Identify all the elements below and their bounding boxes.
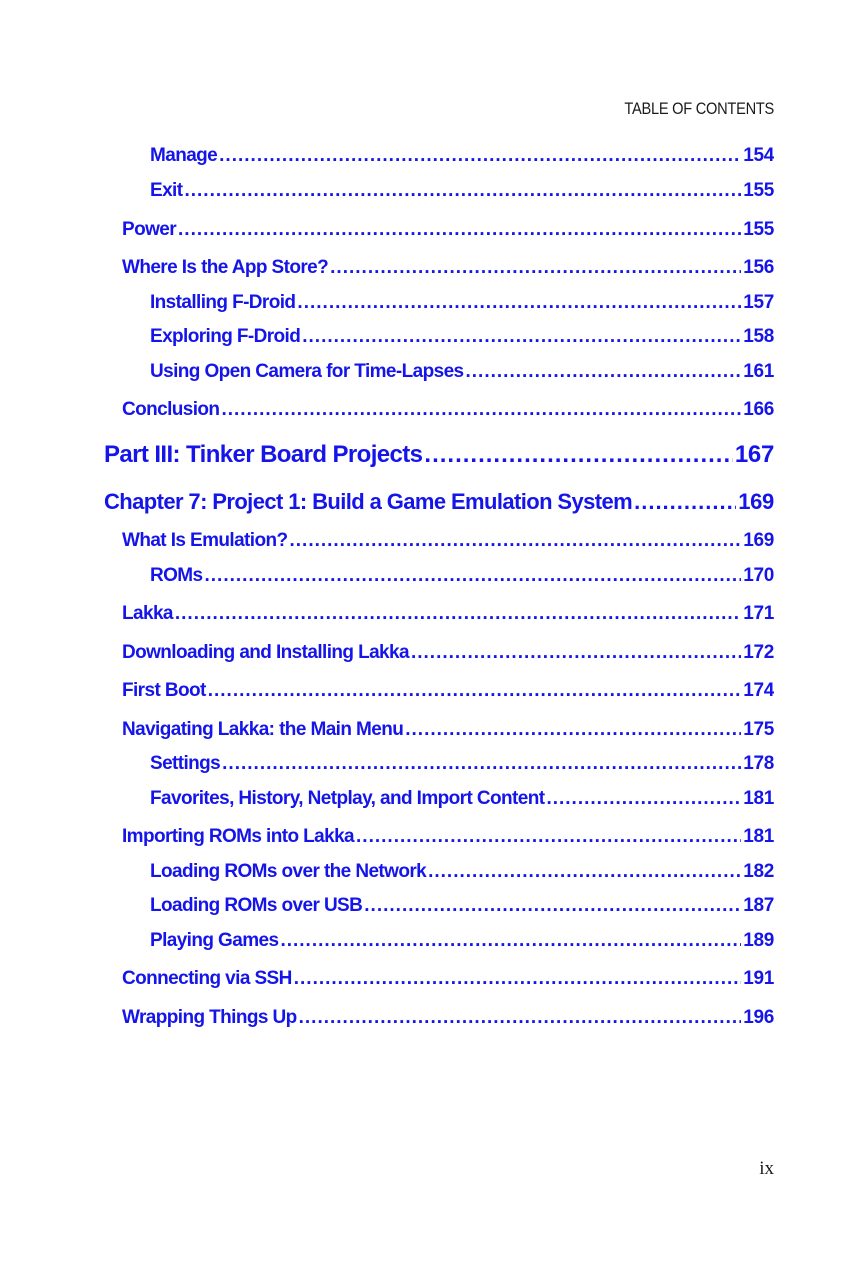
toc-entry-page: 172 [743,642,774,663]
toc-entry-page: 154 [743,145,774,166]
toc-entry-what-is-emulation[interactable] [122,530,774,552]
toc-entry-page: 170 [743,565,774,586]
toc-entry-title: Using Open Camera for Time-Lapses [150,361,464,382]
toc-entry-playing-games[interactable] [150,930,774,952]
dot-leader [289,530,741,552]
toc-entry-open-camera[interactable] [150,361,774,383]
dot-leader [222,753,741,775]
toc-entry-title: Lakka [122,603,173,624]
toc-entry-title: Settings [150,753,221,774]
toc-entry-title: Exploring F-Droid [150,326,301,347]
toc-entry-page: 181 [743,788,774,809]
dot-leader [175,603,741,625]
toc-entry-title: ROMs [150,565,203,586]
toc-entry-exploring-f-droid[interactable] [150,326,774,348]
toc-entry-first-boot[interactable] [122,680,774,702]
toc-entry-title: Power [122,219,177,240]
toc-entry-page: 181 [743,826,774,847]
toc-entry-ssh[interactable] [122,968,774,990]
toc-entry-app-store[interactable] [122,257,774,279]
toc-entry-title: Loading ROMs over USB [150,895,363,916]
toc-entry-roms-usb[interactable] [150,895,774,917]
toc-entry-part-3[interactable] [104,441,774,469]
toc-entry-page: 189 [743,930,774,951]
toc-entry-page: 155 [743,180,774,201]
toc-entry-page: 187 [743,895,774,916]
toc-entry-installing-f-droid[interactable] [150,292,774,314]
toc-entry-manage[interactable] [150,145,774,167]
toc-entry-page: 191 [743,968,774,989]
dot-leader [466,361,742,383]
dot-leader [299,1007,742,1029]
running-head: TABLE OF CONTENTS [624,99,774,118]
toc-entry-page: 171 [743,603,774,624]
toc-entry-settings[interactable] [150,753,774,775]
toc-entry-roms[interactable] [150,565,774,587]
dot-leader [405,719,741,741]
dot-leader [356,826,741,848]
toc-entry-conclusion[interactable] [122,399,774,421]
dot-leader [424,441,732,469]
toc-entry-title: Manage [150,145,218,166]
toc-entry-roms-network[interactable] [150,861,774,883]
page-number: ix [759,1158,774,1179]
toc-entry-navigating-lakka[interactable] [122,719,774,741]
toc-entry-page: 156 [743,257,774,278]
toc-entry-title: First Boot [122,680,206,701]
dot-leader [184,180,741,202]
dot-leader [280,930,741,952]
dot-leader [297,292,741,314]
dot-leader [364,895,741,917]
toc-entry-title: Installing F-Droid [150,292,296,313]
toc-entry-page: 167 [734,441,774,468]
toc-entry-page: 155 [743,219,774,240]
toc-entry-title: Favorites, History, Netplay, and Import Content [150,788,545,809]
dot-leader [411,642,741,664]
toc-entry-lakka[interactable] [122,603,774,625]
toc-entry-page: 158 [743,326,774,347]
dot-leader [205,565,742,587]
toc-entry-page: 175 [743,719,774,740]
toc-entry-downloading-lakka[interactable] [122,642,774,664]
toc-entry-importing-roms[interactable] [122,826,774,848]
toc-entry-title: What Is Emulation? [122,530,288,551]
toc-entry-favorites-history[interactable] [150,788,774,810]
dot-leader [302,326,741,348]
dot-leader [546,788,741,810]
toc-entry-title: Chapter 7: Project 1: Build a Game Emulation System [104,489,633,514]
dot-leader [428,861,741,883]
toc-entry-page: 157 [743,292,774,313]
toc-entry-title: Connecting via SSH [122,968,292,989]
dot-leader [208,680,741,702]
toc-entry-title: Importing ROMs into Lakka [122,826,355,847]
toc-entry-chapter-7[interactable] [104,489,774,515]
toc-entry-title: Where Is the App Store? [122,257,329,278]
toc-entry-page: 174 [743,680,774,701]
toc-entry-title: Exit [150,180,183,201]
toc-entry-page: 182 [743,861,774,882]
dot-leader [219,145,741,167]
dot-leader [178,219,741,241]
dot-leader [294,968,741,990]
toc-entry-title: Playing Games [150,930,279,951]
toc-entry-power[interactable] [122,219,774,241]
toc-entry-page: 178 [743,753,774,774]
toc-entry-page: 161 [743,361,774,382]
toc-entry-title: Downloading and Installing Lakka [122,642,409,663]
dot-leader [221,399,741,421]
dot-leader [330,257,741,279]
toc-entry-title: Navigating Lakka: the Main Menu [122,719,404,740]
toc-entry-title: Wrapping Things Up [122,1007,297,1028]
toc-entry-wrapping-up[interactable] [122,1007,774,1029]
dot-leader [634,489,736,515]
toc-entry-title: Loading ROMs over the Network [150,861,427,882]
toc-entry-page: 166 [743,399,774,420]
toc-entry-exit[interactable] [150,180,774,202]
toc-entry-title: Part III: Tinker Board Projects [104,441,423,468]
toc-entry-title: Conclusion [122,399,220,420]
toc-entry-page: 196 [743,1007,774,1028]
toc-entry-page: 169 [738,489,774,514]
toc-entry-page: 169 [743,530,774,551]
